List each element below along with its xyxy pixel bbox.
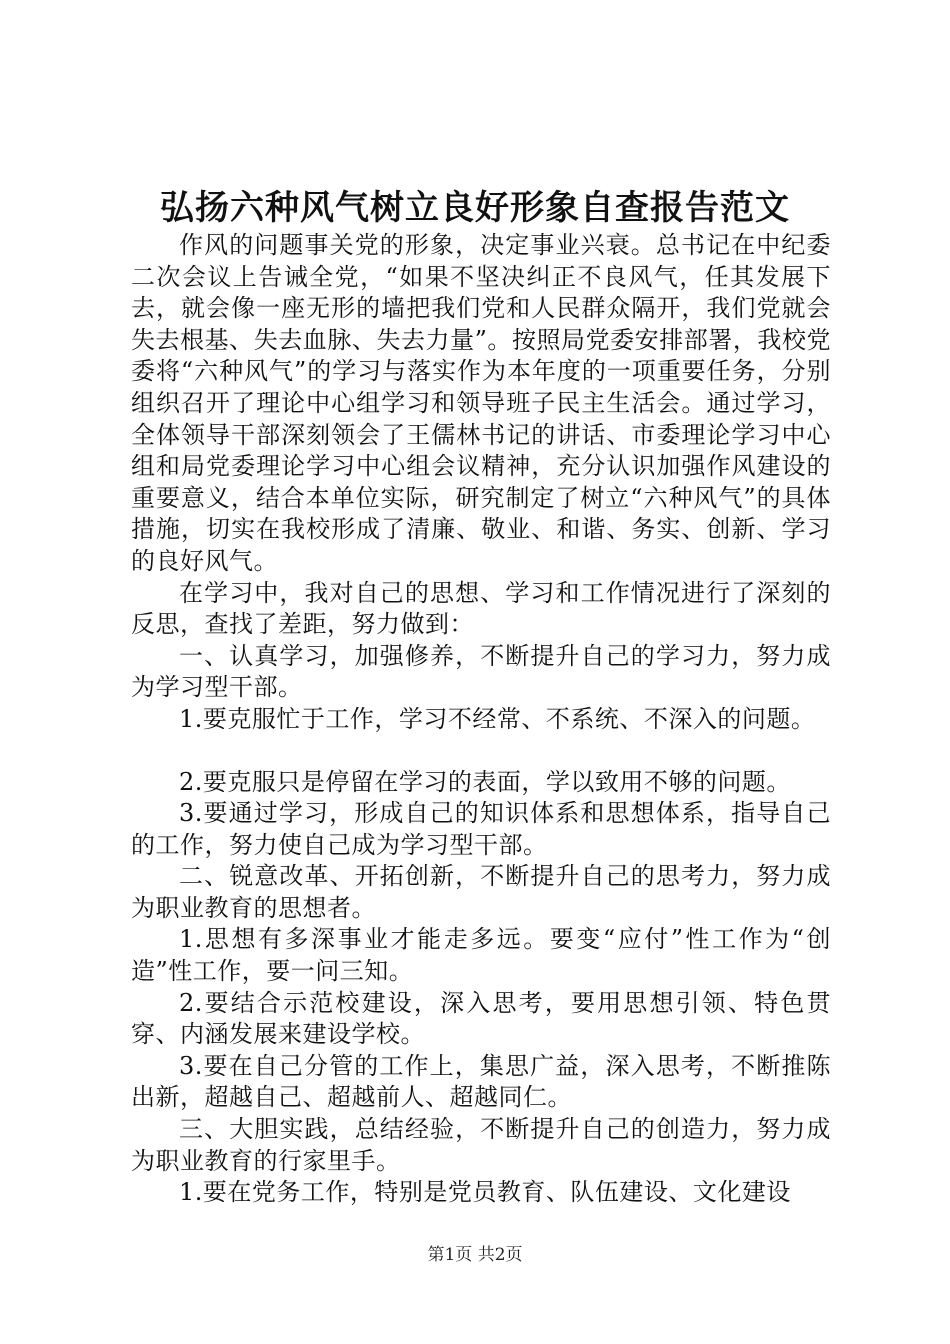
paragraph-reflection: 在学习中，我对自己的思想、学习和工作情况进行了深刻的反思，查找了差距，努力做到： — [131, 578, 831, 639]
document-body — [131, 230, 831, 1209]
list-item: 3.要通过学习，形成自己的知识体系和思想体系，指导自己的工作，努力使自己成为学习型干部。 — [131, 799, 831, 859]
list-item: 1.要克服忙于工作，学习不经常、不系统、不深入的问题。 — [179, 704, 816, 733]
page-number-footer: 第1页 共2页 — [427, 1245, 523, 1265]
document-title: 弘扬六种风气树立良好形象自查报告范文 — [160, 188, 790, 228]
section-heading-2: 二、锐意改革、开拓创新，不断提升自己的思考力，努力成为职业教育的思想者。 — [131, 862, 831, 922]
paragraph-intro: 作风的问题事关党的形象，决定事业兴衰。总书记在中纪委二次会议上告诫全党，“如果不坚决纠正不良风气，任其发展下去，就会像一座无形的墙把我们党和人民群众隔开，我们党就会失去根基、失去血脉、失去力量”。按照局党委安排部署，我校党委将“六种风气”的学习与落实作为本年度的一项重要任务，分别组织召开了理论中心组学习和领导班子民主生活会。通过学习，全体领导干部深刻领会了王儒林书记的讲话、市委理论学习中心组和局党委理论学习中心组会议精神，充分认识加强作风建设的重要意义，结合本单位实际，研究制定了树立“六种风气”的具体措施，切实在我校形成了清廉、敬业、和谐、务实、创新、学习的良好风气。 — [131, 231, 831, 575]
list-item: 2.要结合示范校建设，深入思考，要用思想引领、特色贯穿、内涵发展来建设学校。 — [131, 988, 831, 1049]
list-item: 2.要克服只是停留在学习的表面，学以致用不够的问题。 — [179, 767, 791, 796]
list-item: 1.思想有多深事业才能走多远。要变“应付”性工作为“创造”性工作，要一问三知。 — [131, 925, 831, 986]
list-item: 3.要在自己分管的工作上，集思广益，深入思考，不断推陈出新，超越自己、超越前人、超越同仁。 — [131, 1051, 831, 1112]
section-heading-3: 三、大胆实践，总结经验，不断提升自己的创造力，努力成为职业教育的行家里手。 — [131, 1115, 831, 1175]
section-heading-1: 一、认真学习，加强修养，不断提升自己的学习力，努力成为学习型干部。 — [131, 641, 831, 702]
list-item: 1.要在党务工作，特别是党员教育、队伍建设、文化建设 — [179, 1178, 791, 1207]
